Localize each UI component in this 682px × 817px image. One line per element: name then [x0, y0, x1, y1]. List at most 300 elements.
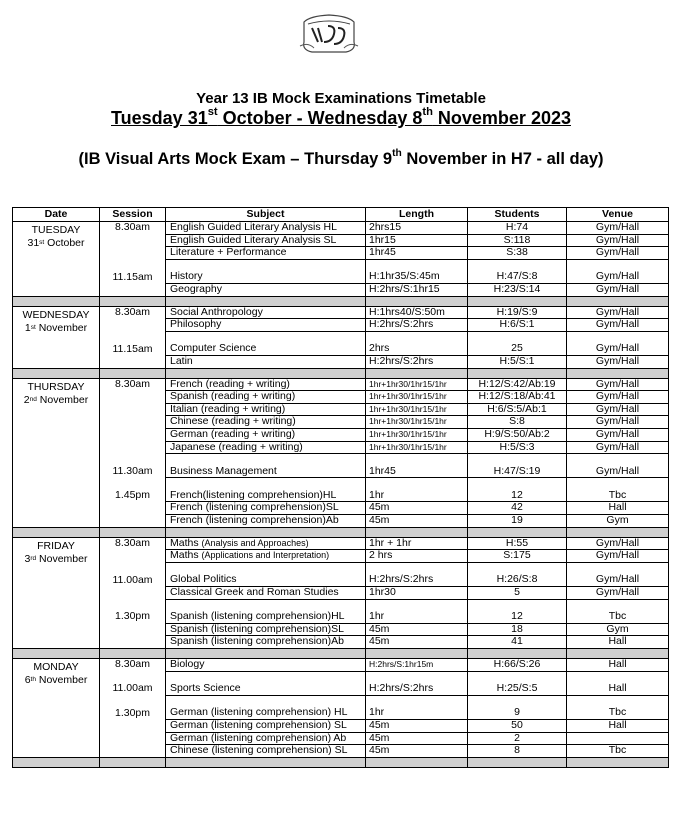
table-row [13, 247, 669, 260]
separator-cell [13, 649, 100, 659]
session-cell: 8.30am [100, 537, 166, 550]
table-row [13, 574, 669, 586]
table-row [13, 683, 669, 695]
day-name: MONDAY [33, 661, 79, 673]
separator-cell [166, 368, 366, 378]
students-cell: S:118 [468, 234, 567, 247]
table-row [13, 659, 669, 672]
day-name: FRIDAY [37, 539, 75, 552]
table-row [13, 343, 669, 355]
subject-cell [166, 259, 366, 271]
table-row [13, 587, 669, 600]
venue-cell [567, 562, 669, 574]
session-cell [100, 454, 166, 466]
session-cell: 11.30am [100, 466, 166, 478]
venue-cell: Tbc [567, 611, 669, 623]
students-cell: 19 [468, 515, 567, 528]
venue-cell: Gym/Hall [567, 306, 669, 319]
table-row [13, 611, 669, 623]
length-cell: 1hr+1hr30/1hr15/1hr [366, 403, 468, 416]
table-row [13, 378, 669, 391]
subject-cell: Biology [166, 659, 366, 672]
separator-cell [100, 527, 166, 537]
venue-cell: Tbc [567, 490, 669, 502]
session-cell [100, 428, 166, 441]
venue-cell [567, 331, 669, 343]
day-separator-row [13, 757, 669, 767]
subject-cell: French (reading + writing) [166, 378, 366, 391]
length-cell [366, 478, 468, 490]
students-cell: 5 [468, 587, 567, 600]
venue-cell: Gym [567, 623, 669, 636]
students-cell: S:8 [468, 416, 567, 429]
subject-cell [166, 550, 366, 563]
venue-cell: Gym/Hall [567, 416, 669, 429]
session-cell [100, 562, 166, 574]
students-cell: H:12/S:42/Ab:19 [468, 378, 567, 391]
students-cell: 12 [468, 611, 567, 623]
subject-cell: Social Anthropology [166, 306, 366, 319]
table-row [13, 454, 669, 466]
length-cell: H:2hrs/S:1hr15m [366, 659, 468, 672]
separator-cell [100, 757, 166, 767]
table-row [13, 550, 669, 563]
length-cell: 1hr30 [366, 587, 468, 600]
day-date: 31st October [27, 237, 85, 249]
length-cell [366, 599, 468, 611]
length-cell: 1hr+1hr30/1hr15/1hr [366, 391, 468, 404]
table-row [13, 271, 669, 283]
students-cell: 9 [468, 707, 567, 719]
session-cell [100, 719, 166, 732]
length-cell: 45m [366, 636, 468, 649]
venue-cell: Gym [567, 515, 669, 528]
title-line-1: Year 13 IB Mock Examinations Timetable [196, 90, 486, 107]
venue-cell [567, 671, 669, 683]
students-cell: H:66/S:26 [468, 659, 567, 672]
venue-cell: Tbc [567, 707, 669, 719]
length-cell: 45m [366, 745, 468, 758]
subject-note: (Analysis and Approaches) [201, 537, 309, 548]
length-cell: 45m [366, 502, 468, 515]
timetable-body [13, 222, 669, 768]
separator-cell [13, 368, 100, 378]
subject-cell: Computer Science [166, 343, 366, 355]
length-cell [366, 695, 468, 707]
separator-cell [366, 527, 468, 537]
venue-cell: Gym/Hall [567, 428, 669, 441]
table-row [13, 732, 669, 745]
visual-arts-note: (IB Visual Arts Mock Exam – Thursday 9th November in H7 - all day) [78, 148, 604, 168]
subject-cell: English Guided Literary Analysis HL [166, 222, 366, 235]
length-cell [366, 331, 468, 343]
venue-cell: Gym/Hall [567, 587, 669, 600]
students-cell [468, 259, 567, 271]
title-line-2: Tuesday 31st October - Wednesday 8th November 2023 [111, 106, 571, 128]
session-cell [100, 695, 166, 707]
day-date: 1st November [24, 321, 88, 334]
venue-cell [567, 732, 669, 745]
separator-cell [100, 296, 166, 306]
session-cell: 11.00am [100, 683, 166, 695]
table-row [13, 502, 669, 515]
length-cell: 1hr15 [366, 234, 468, 247]
session-cell: 8.30am [100, 222, 166, 235]
table-row [13, 234, 669, 247]
session-cell [100, 623, 166, 636]
length-cell: H:2hrs/S:2hrs [366, 319, 468, 332]
subject-cell [166, 695, 366, 707]
subject-note: (Applications and Interpretation) [201, 550, 330, 561]
students-cell: H:47/S:19 [468, 466, 567, 478]
day-date-cell [13, 659, 100, 758]
day-date: 3rd November [24, 552, 88, 565]
day-name: WEDNESDAY [22, 308, 90, 321]
subject-cell [166, 478, 366, 490]
length-cell: H:1hrs40/S:50m [366, 306, 468, 319]
separator-cell [468, 649, 567, 659]
col-header-venue: Venue [567, 208, 669, 222]
venue-cell: Gym/Hall [567, 355, 669, 368]
table-row [13, 515, 669, 528]
session-cell: 8.30am [100, 378, 166, 391]
day-date: 6th November [24, 674, 88, 686]
day-separator-row [13, 649, 669, 659]
table-row [13, 478, 669, 490]
subject-cell [166, 537, 366, 550]
subject-cell: History [166, 271, 366, 283]
table-row [13, 695, 669, 707]
table-row [13, 623, 669, 636]
separator-cell [366, 757, 468, 767]
venue-cell: Gym/Hall [567, 574, 669, 586]
length-cell: H:2hrs/S:2hrs [366, 683, 468, 695]
length-cell: 1hr45 [366, 466, 468, 478]
venue-cell: Gym/Hall [567, 343, 669, 355]
students-cell: H:6/S:5/Ab:1 [468, 403, 567, 416]
length-cell: 45m [366, 623, 468, 636]
venue-cell: Gym/Hall [567, 271, 669, 283]
venue-cell: Hall [567, 502, 669, 515]
length-cell: 1hr [366, 490, 468, 502]
col-header-session: Session [100, 208, 166, 222]
session-cell [100, 515, 166, 528]
students-cell: S:38 [468, 247, 567, 260]
length-cell [366, 454, 468, 466]
table-row [13, 490, 669, 502]
session-cell [100, 441, 166, 454]
length-cell [366, 259, 468, 271]
table-row [13, 416, 669, 429]
students-cell: 41 [468, 636, 567, 649]
subject-cell [166, 331, 366, 343]
venue-cell: Gym/Hall [567, 466, 669, 478]
session-cell [100, 502, 166, 515]
students-cell: H:25/S:5 [468, 683, 567, 695]
length-cell: H:1hr35/S:45m [366, 271, 468, 283]
session-cell: 11.15am [100, 271, 166, 283]
venue-cell: Gym/Hall [567, 550, 669, 563]
day-date-cell [13, 306, 100, 368]
separator-cell [166, 757, 366, 767]
session-cell: 11.15am [100, 343, 166, 355]
separator-cell [468, 368, 567, 378]
separator-cell [100, 649, 166, 659]
students-cell: H:19/S:9 [468, 306, 567, 319]
day-separator-row [13, 527, 669, 537]
subject-cell [166, 671, 366, 683]
length-cell: 1hr45 [366, 247, 468, 260]
table-header-row [13, 208, 669, 222]
venue-cell: Hall [567, 636, 669, 649]
students-cell: 25 [468, 343, 567, 355]
day-date: 2nd November [23, 393, 89, 406]
venue-cell: Gym/Hall [567, 319, 669, 332]
table-row [13, 466, 669, 478]
session-cell: 8.30am [100, 659, 166, 672]
subject-cell: German (listening comprehension) SL [166, 719, 366, 732]
length-cell: H:2hrs/S:1hr15 [366, 283, 468, 296]
students-cell: H:47/S:8 [468, 271, 567, 283]
subject-cell: English Guided Literary Analysis SL [166, 234, 366, 247]
separator-cell [366, 649, 468, 659]
session-cell [100, 636, 166, 649]
table-row [13, 719, 669, 732]
subject-cell: French(listening comprehension)HL [166, 490, 366, 502]
session-cell: 1.30pm [100, 611, 166, 623]
separator-cell [166, 296, 366, 306]
students-cell [468, 599, 567, 611]
separator-cell [468, 527, 567, 537]
day-separator-row [13, 368, 669, 378]
venue-cell [567, 454, 669, 466]
subject-cell: Spanish (listening comprehension)HL [166, 611, 366, 623]
table-row [13, 599, 669, 611]
separator-cell [13, 527, 100, 537]
subject-cell: German (listening comprehension) Ab [166, 732, 366, 745]
table-row [13, 537, 669, 550]
venue-cell: Gym/Hall [567, 283, 669, 296]
session-cell [100, 478, 166, 490]
session-cell [100, 283, 166, 296]
day-date-cell [13, 222, 100, 297]
length-cell: 1hr+1hr30/1hr15/1hr [366, 378, 468, 391]
subject-cell: French (listening comprehension)Ab [166, 515, 366, 528]
table-row [13, 355, 669, 368]
session-cell [100, 599, 166, 611]
students-cell: H:74 [468, 222, 567, 235]
subject-cell: Global Politics [166, 574, 366, 586]
venue-cell: Gym/Hall [567, 234, 669, 247]
students-cell: 18 [468, 623, 567, 636]
session-cell [100, 671, 166, 683]
session-cell: 1.30pm [100, 707, 166, 719]
venue-cell: Gym/Hall [567, 222, 669, 235]
length-cell [366, 671, 468, 683]
table-row [13, 745, 669, 758]
students-cell [468, 454, 567, 466]
subject-cell: Spanish (reading + writing) [166, 391, 366, 404]
session-cell [100, 234, 166, 247]
venue-cell: Tbc [567, 745, 669, 758]
students-cell: H:55 [468, 537, 567, 550]
students-cell [468, 331, 567, 343]
table-row [13, 391, 669, 404]
students-cell: 2 [468, 732, 567, 745]
session-cell [100, 745, 166, 758]
students-cell [468, 695, 567, 707]
subject-cell: Business Management [166, 466, 366, 478]
table-row [13, 222, 669, 235]
length-cell: 1hr + 1hr [366, 537, 468, 550]
table-row [13, 707, 669, 719]
subject-cell: Italian (reading + writing) [166, 403, 366, 416]
subject-name: Maths [170, 537, 199, 549]
subject-cell: Japanese (reading + writing) [166, 441, 366, 454]
separator-cell [166, 649, 366, 659]
session-cell [100, 247, 166, 260]
students-cell: H:9/S:50/Ab:2 [468, 428, 567, 441]
table-row [13, 331, 669, 343]
venue-cell [567, 695, 669, 707]
venue-cell: Hall [567, 659, 669, 672]
separator-cell [567, 368, 669, 378]
subject-cell: Latin [166, 355, 366, 368]
subject-cell: German (listening comprehension) HL [166, 707, 366, 719]
length-cell: 1hr+1hr30/1hr15/1hr [366, 441, 468, 454]
length-cell: 45m [366, 732, 468, 745]
separator-cell [468, 296, 567, 306]
table-row [13, 428, 669, 441]
venue-cell: Gym/Hall [567, 537, 669, 550]
students-cell [468, 562, 567, 574]
students-cell: 42 [468, 502, 567, 515]
separator-cell [567, 296, 669, 306]
separator-cell [13, 296, 100, 306]
separator-cell [166, 527, 366, 537]
session-cell [100, 550, 166, 563]
col-header-date: Date [13, 208, 100, 222]
col-header-length: Length [366, 208, 468, 222]
length-cell: 2hrs15 [366, 222, 468, 235]
separator-cell [567, 757, 669, 767]
table-row [13, 562, 669, 574]
session-cell [100, 391, 166, 404]
students-cell [468, 478, 567, 490]
venue-cell: Gym/Hall [567, 403, 669, 416]
subject-cell: Chinese (reading + writing) [166, 416, 366, 429]
subject-cell: Sports Science [166, 683, 366, 695]
subject-cell: French (listening comprehension)SL [166, 502, 366, 515]
session-cell [100, 259, 166, 271]
venue-cell: Hall [567, 683, 669, 695]
students-cell: S:175 [468, 550, 567, 563]
subject-cell [166, 454, 366, 466]
table-row [13, 636, 669, 649]
venue-cell: Gym/Hall [567, 391, 669, 404]
separator-cell [468, 757, 567, 767]
length-cell [366, 562, 468, 574]
subject-cell: Philosophy [166, 319, 366, 332]
col-header-subject: Subject [166, 208, 366, 222]
length-cell: 1hr+1hr30/1hr15/1hr [366, 428, 468, 441]
table-row [13, 259, 669, 271]
session-cell [100, 587, 166, 600]
table-row [13, 283, 669, 296]
venue-cell [567, 599, 669, 611]
separator-cell [567, 649, 669, 659]
length-cell: 45m [366, 515, 468, 528]
students-cell: H:6/S:1 [468, 319, 567, 332]
session-cell [100, 403, 166, 416]
separator-cell [366, 296, 468, 306]
table-row [13, 319, 669, 332]
table-row [13, 441, 669, 454]
students-cell: 50 [468, 719, 567, 732]
col-header-students: Students [468, 208, 567, 222]
school-crest-logo [298, 12, 360, 56]
students-cell: H:23/S:14 [468, 283, 567, 296]
timetable-table [12, 207, 669, 768]
subject-cell: Chinese (listening comprehension) SL [166, 745, 366, 758]
students-cell: 8 [468, 745, 567, 758]
table-row [13, 671, 669, 683]
session-cell: 8.30am [100, 306, 166, 319]
venue-cell: Gym/Hall [567, 378, 669, 391]
day-date-cell [13, 378, 100, 527]
students-cell: H:5/S:3 [468, 441, 567, 454]
subject-cell [166, 599, 366, 611]
day-separator-row [13, 296, 669, 306]
length-cell: 1hr [366, 611, 468, 623]
day-date-cell [13, 537, 100, 648]
length-cell: H:2hrs/S:2hrs [366, 574, 468, 586]
session-cell [100, 732, 166, 745]
length-cell: 1hr+1hr30/1hr15/1hr [366, 416, 468, 429]
length-cell: 45m [366, 719, 468, 732]
subject-cell [166, 562, 366, 574]
separator-cell [567, 527, 669, 537]
table-row [13, 306, 669, 319]
students-cell: H:12/S:18/Ab:41 [468, 391, 567, 404]
length-cell: 1hr [366, 707, 468, 719]
session-cell [100, 319, 166, 332]
venue-cell: Hall [567, 719, 669, 732]
subject-cell: Geography [166, 283, 366, 296]
table-row [13, 403, 669, 416]
venue-cell: Gym/Hall [567, 247, 669, 260]
separator-cell [100, 368, 166, 378]
students-cell [468, 671, 567, 683]
session-cell: 1.45pm [100, 490, 166, 502]
length-cell: H:2hrs/S:2hrs [366, 355, 468, 368]
separator-cell [366, 368, 468, 378]
length-cell: 2hrs [366, 343, 468, 355]
subject-cell: German (reading + writing) [166, 428, 366, 441]
students-cell: 12 [468, 490, 567, 502]
students-cell: H:5/S:1 [468, 355, 567, 368]
subject-cell: Spanish (listening comprehension)Ab [166, 636, 366, 649]
length-cell: 2 hrs [366, 550, 468, 563]
subject-cell: Literature + Performance [166, 247, 366, 260]
day-name: TUESDAY [31, 224, 81, 236]
venue-cell: Gym/Hall [567, 441, 669, 454]
venue-cell [567, 259, 669, 271]
session-cell: 11.00am [100, 574, 166, 586]
session-cell [100, 355, 166, 368]
day-name: THURSDAY [27, 380, 85, 393]
subject-name: Maths [170, 549, 199, 562]
